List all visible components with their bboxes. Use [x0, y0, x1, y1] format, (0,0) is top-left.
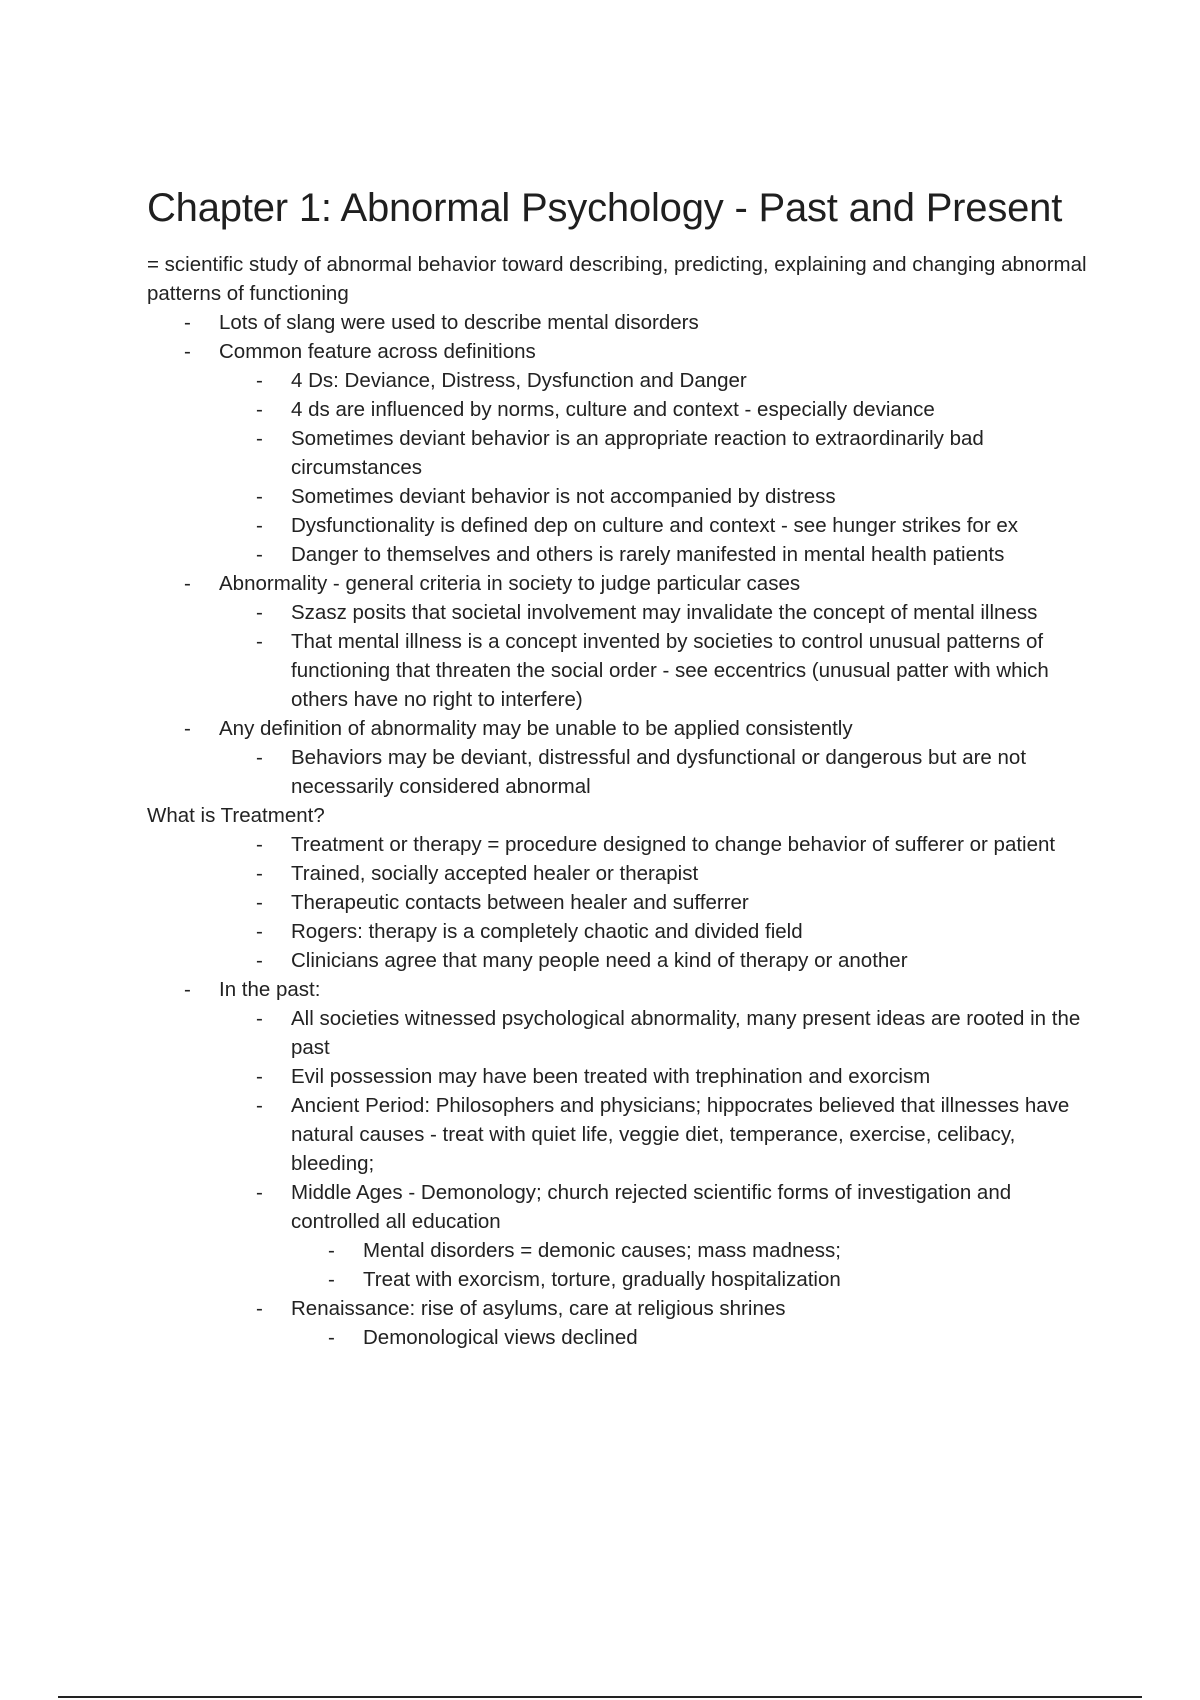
list-item: - Sometimes deviant behavior is an appropriate reaction to extraordinarily bad circumstances	[291, 424, 1097, 482]
list-item: - Danger to themselves and others is rarely manifested in mental health patients	[291, 540, 1097, 569]
list-item: - That mental illness is a concept invented by societies to control unusual patterns of functioning that threaten the social order - see eccentrics (unusual patter with which others have no right to interfere)	[291, 627, 1097, 714]
list-item: - 4 ds are influenced by norms, culture and context - especially deviance	[291, 395, 1097, 424]
list-item: - All societies witnessed psychological abnormality, many present ideas are rooted in the past	[291, 1004, 1097, 1062]
document-page	[147, 180, 1097, 1352]
list-item: - Lots of slang were used to describe mental disorders	[219, 308, 1097, 337]
definition-paragraph: = scientific study of abnormal behavior toward describing, predicting, explaining and changing abnormal patterns of functioning	[147, 253, 1087, 305]
list-item: - Common feature across definitions	[219, 337, 1097, 366]
bullet-list-treatment	[147, 830, 1097, 1352]
list-item: - Mental disorders = demonic causes; mass madness;	[363, 1236, 1097, 1265]
list-item: - Rogers: therapy is a completely chaotic and divided field	[291, 917, 1097, 946]
list-item: - Sometimes deviant behavior is not accompanied by distress	[291, 482, 1097, 511]
list-item: - Szasz posits that societal involvement may invalidate the concept of mental illness	[291, 598, 1097, 627]
list-item: - Treat with exorcism, torture, gradually hospitalization	[363, 1265, 1097, 1294]
list-item: - Trained, socially accepted healer or therapist	[291, 859, 1097, 888]
list-item: - Any definition of abnormality may be unable to be applied consistently	[219, 714, 1097, 743]
list-item: - 4 Ds: Deviance, Distress, Dysfunction and Danger	[291, 366, 1097, 395]
list-item: - Dysfunctionality is defined dep on culture and context - see hunger strikes for ex	[291, 511, 1097, 540]
page-title: Chapter 1: Abnormal Psychology - Past and Present	[147, 186, 1063, 230]
list-item: - Ancient Period: Philosophers and physicians; hippocrates believed that illnesses have natural causes - treat with quiet life, veggie diet, temperance, exercise, celibacy, bleeding;	[291, 1091, 1097, 1178]
list-item: - Behaviors may be deviant, distressful and dysfunctional or dangerous but are not necessarily considered abnormal	[291, 743, 1097, 801]
list-item: - Middle Ages - Demonology; church rejected scientific forms of investigation and controlled all education	[291, 1178, 1097, 1236]
list-item: - Treatment or therapy = procedure designed to change behavior of sufferer or patient	[291, 830, 1097, 859]
bullet-list-definitions	[147, 308, 1097, 801]
list-item: - Clinicians agree that many people need a kind of therapy or another	[291, 946, 1097, 975]
list-item: - Abnormality - general criteria in society to judge particular cases	[219, 569, 1097, 598]
list-item: - Therapeutic contacts between healer and sufferrer	[291, 888, 1097, 917]
page-bottom-divider	[58, 1696, 1142, 1698]
list-item: - Evil possession may have been treated with trephination and exorcism	[291, 1062, 1097, 1091]
list-item: - Renaissance: rise of asylums, care at religious shrines	[291, 1294, 1097, 1323]
list-item: - In the past:	[219, 975, 1097, 1004]
list-item: - Demonological views declined	[363, 1323, 1097, 1352]
section-heading-treatment: What is Treatment?	[147, 804, 325, 827]
